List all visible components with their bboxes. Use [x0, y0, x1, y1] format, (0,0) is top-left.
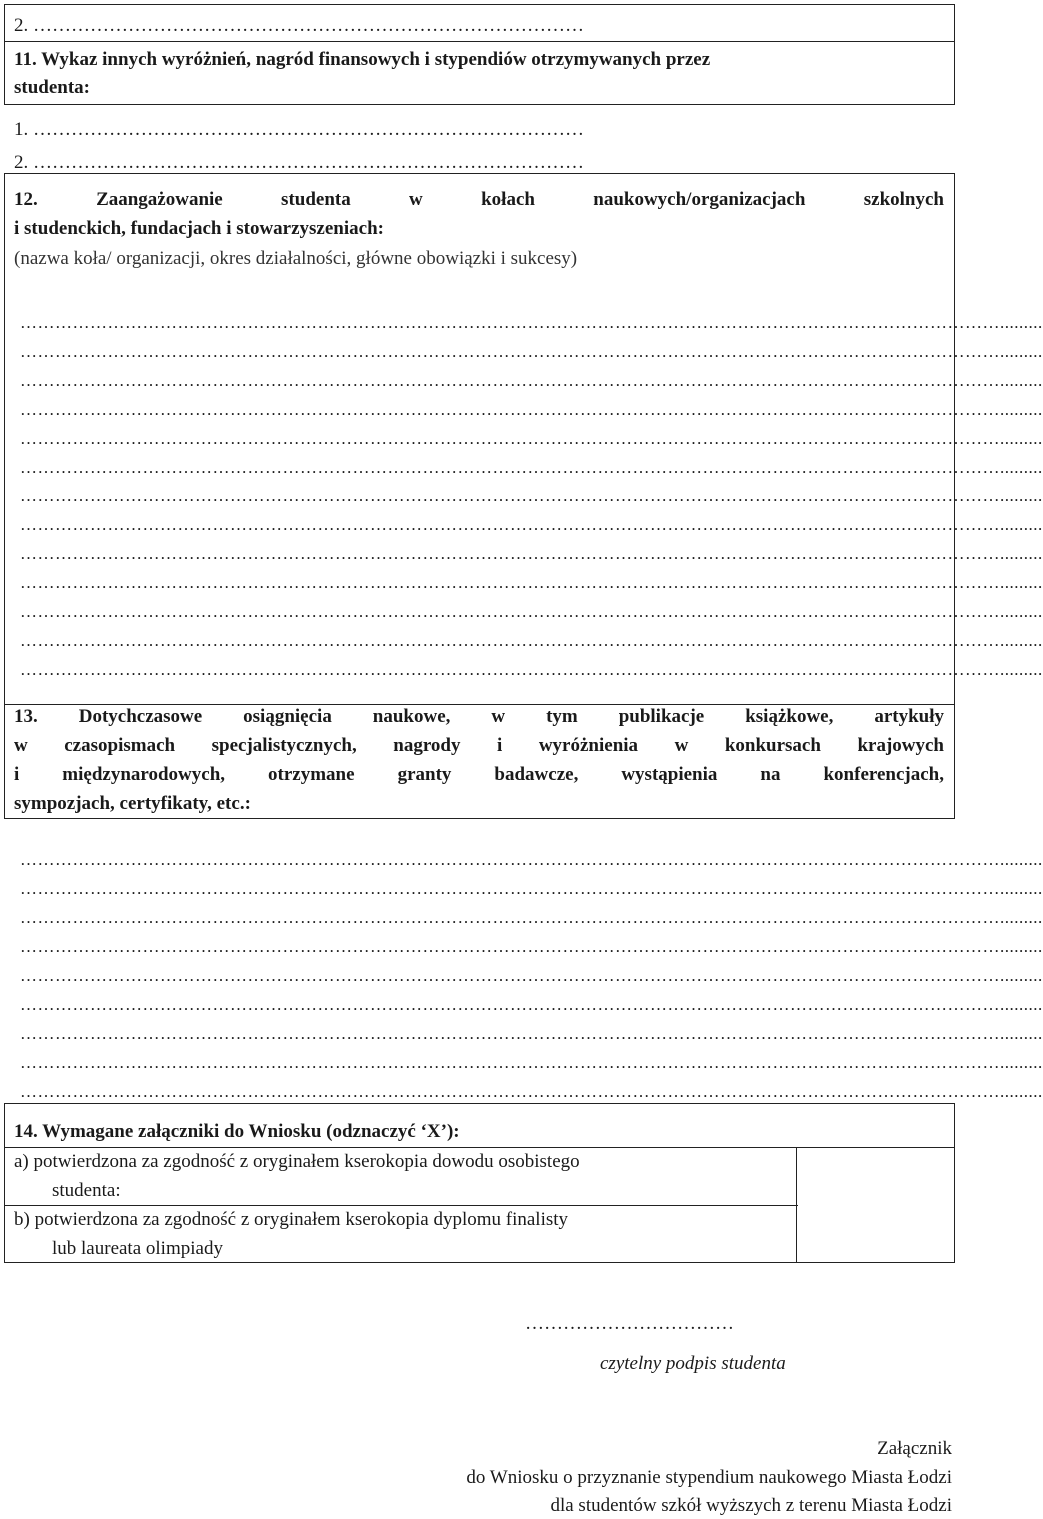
section-13-title-line3: i międzynarodowych, otrzymane granty badawcze, wystąpienia na konferencjach,: [14, 764, 944, 785]
section-12-dotted-line[interactable]: …………………………………………………………………………………………………………………………………………………….........: [20, 313, 1043, 332]
section-12-dotted-line[interactable]: …………………………………………………………………………………………………………………………………………………….........: [20, 659, 1043, 679]
signature-line: ……………………………: [525, 1313, 734, 1334]
section-11-item-2: 2. ……………………………………………………………………………: [14, 152, 584, 173]
section-13-title-line4: sympozjach, certyfikaty, etc.:: [14, 793, 251, 814]
checkbox-column-border: [796, 1147, 797, 1263]
item-a-checkbox[interactable]: [798, 1149, 954, 1203]
section-12-dotted-line[interactable]: …………………………………………………………………………………………………………………………………………………….........: [20, 515, 1043, 535]
section-12-dotted-line[interactable]: …………………………………………………………………………………………………………………………………………………….........: [20, 630, 1043, 650]
divider: [4, 704, 955, 705]
section-13-dotted-line[interactable]: …………………………………………………………………………………………………………………………………………………….........: [20, 1053, 1043, 1072]
section-11-title-line2: studenta:: [14, 77, 91, 98]
section-13-dotted-line[interactable]: …………………………………………………………………………………………………………………………………………………….........: [20, 995, 1043, 1014]
item-a-label-cont: studenta:: [52, 1180, 121, 1201]
section-11-item-1: 1. ……………………………………………………………………………: [14, 119, 584, 140]
footer-annex-line2: do Wniosku o przyznanie stypendium naukowego Miasta Łodzi: [466, 1467, 952, 1488]
section-13-dotted-line[interactable]: …………………………………………………………………………………………………………………………………………………….........: [20, 1082, 1043, 1101]
section-13-dotted-line[interactable]: …………………………………………………………………………………………………………………………………………………….........: [20, 937, 1043, 956]
section-12-dotted-line[interactable]: …………………………………………………………………………………………………………………………………………………….........: [20, 428, 1043, 448]
section-13-title-line2: w czasopismach specjalistycznych, nagrody i wyróżnienia w konkursach krajowych: [14, 735, 944, 756]
item-a-label: a) potwierdzona za zgodność z oryginałem kserokopia dowodu osobistego: [14, 1151, 580, 1172]
footer-annex-line3: dla studentów szkół wyższych z terenu Miasta Łodzi: [550, 1495, 952, 1516]
section-12-dotted-line[interactable]: …………………………………………………………………………………………………………………………………………………….........: [20, 486, 1043, 506]
section-12-dotted-line[interactable]: …………………………………………………………………………………………………………………………………………………….........: [20, 544, 1043, 564]
divider: [4, 1147, 955, 1148]
section-13-dotted-line[interactable]: …………………………………………………………………………………………………………………………………………………….........: [20, 879, 1043, 898]
section-14-title: 14. Wymagane załączniki do Wniosku (odznaczyć ‘X’):: [14, 1121, 460, 1142]
section-13-dotted-line[interactable]: …………………………………………………………………………………………………………………………………………………….........: [20, 966, 1043, 985]
item-b-checkbox[interactable]: [798, 1207, 954, 1262]
section-13-title-line1: 13. Dotychczasowe osiągnięcia naukowe, w tym publikacje książkowe, artykuły: [14, 706, 944, 727]
section-12-dotted-line[interactable]: …………………………………………………………………………………………………………………………………………………….........: [20, 573, 1043, 593]
section-11-title-line1: 11. Wykaz innych wyróżnień, nagród finansowych i stypendiów otrzymywanych przez: [14, 49, 711, 70]
signature-label: czytelny podpis studenta: [600, 1353, 786, 1374]
divider: [4, 41, 955, 42]
section-12-subtitle: (nazwa koła/ organizacji, okres działalności, główne obowiązki i sukcesy): [14, 248, 578, 269]
section-12-dotted-line[interactable]: …………………………………………………………………………………………………………………………………………………….........: [20, 602, 1043, 621]
divider: [4, 1205, 798, 1206]
footer-annex-label: Załącznik: [877, 1438, 952, 1459]
section-12-title-line1: 12. Zaangażowanie studenta w kołach naukowych/organizacjach szkolnych: [14, 189, 944, 210]
section-13-dotted-line[interactable]: …………………………………………………………………………………………………………………………………………………….........: [20, 908, 1043, 927]
section-12-dotted-line[interactable]: …………………………………………………………………………………………………………………………………………………….........: [20, 341, 1043, 361]
section-13-dotted-line[interactable]: …………………………………………………………………………………………………………………………………………………….........: [20, 1024, 1043, 1043]
section-12-title-line2: i studenckich, fundacjach i stowarzyszeniach:: [14, 218, 384, 239]
section-12-dotted-line[interactable]: …………………………………………………………………………………………………………………………………………………….........: [20, 399, 1043, 419]
item-b-label-cont: lub laureata olimpiady: [52, 1238, 223, 1259]
top-line-item-2: 2. ……………………………………………………………………………: [14, 15, 584, 36]
item-b-label: b) potwierdzona za zgodność z oryginałem kserokopia dyplomu finalisty: [14, 1209, 569, 1230]
section-12-dotted-line[interactable]: …………………………………………………………………………………………………………………………………………………….........: [20, 457, 1043, 477]
section-12-dotted-line[interactable]: …………………………………………………………………………………………………………………………………………………….........: [20, 370, 1043, 390]
section-13-dotted-line[interactable]: …………………………………………………………………………………………………………………………………………………….........: [20, 850, 1043, 869]
